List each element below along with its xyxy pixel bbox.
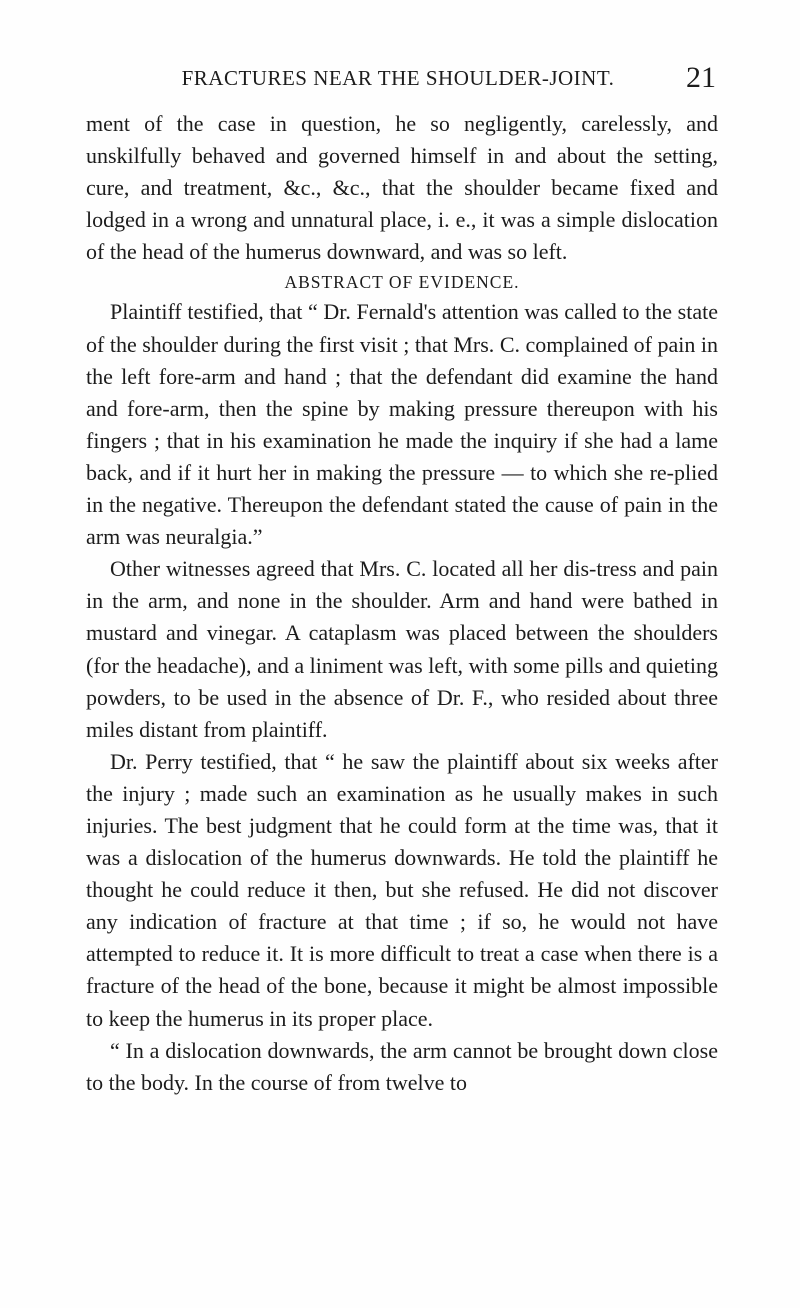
- section-heading: ABSTRACT OF EVIDENCE.: [284, 272, 520, 293]
- paragraph: Plaintiff testified, that “ Dr. Fernald's attention was called to the state of the shoulder during the first visit ; that Mrs. C. complained of pain in the left fore-arm and hand ; that the defendant did examine the hand and fore-arm, then the spine by making pressure thereupon with his fingers ; that in his examination he made the inquiry if she had a lame back, and if it hurt her in making the pressure — to which she re-plied in the negative. Thereupon the defendant stated the cause of pain in the arm was neuralgia.”: [86, 299, 718, 550]
- paragraph: Other witnesses agreed that Mrs. C. located all her dis-tress and pain in the arm, and none in the shoulder. Arm and hand were bathed in mustard and vinegar. A cataplasm was placed between the shoulders (for the headache), and a liniment was left, with some pills and quieting powders, to be used in the absence of Dr. F., who resided about three miles distant from plaintiff.: [86, 556, 718, 742]
- page-number: 21: [686, 61, 716, 94]
- paragraph: “ In a dislocation downwards, the arm cannot be brought down close to the body. In the course of from twelve to: [86, 1037, 718, 1095]
- running-title: FRACTURES NEAR THE SHOULDER-JOINT.: [181, 66, 615, 90]
- paragraph-continuation: ment of the case in question, he so negligently, carelessly, and unskilfully behaved and governed himself in and about the setting, cure, and treatment, &c., &c., that the shoulder became fixed and lodged in a wrong and unnatural place, i. e., it was a simple dislocation of the head of the humerus downward, and was so left.: [86, 111, 718, 265]
- paragraph: Dr. Perry testified, that “ he saw the plaintiff about six weeks after the injury ; made such an examination as he usually makes in such injuries. The best judgment that he could form at the time was, that it was a dislocation of the humerus downwards. He told the plaintiff he thought he could reduce it then, but she refused. He did not discover any indication of fracture at that time ; if so, he would not have attempted to reduce it. It is more difficult to treat a case when there is a fracture of the head of the bone, because it might be almost impossible to keep the humerus in its proper place.: [86, 748, 718, 1031]
- body-text: [86, 108, 718, 1099]
- running-head: [78, 58, 718, 98]
